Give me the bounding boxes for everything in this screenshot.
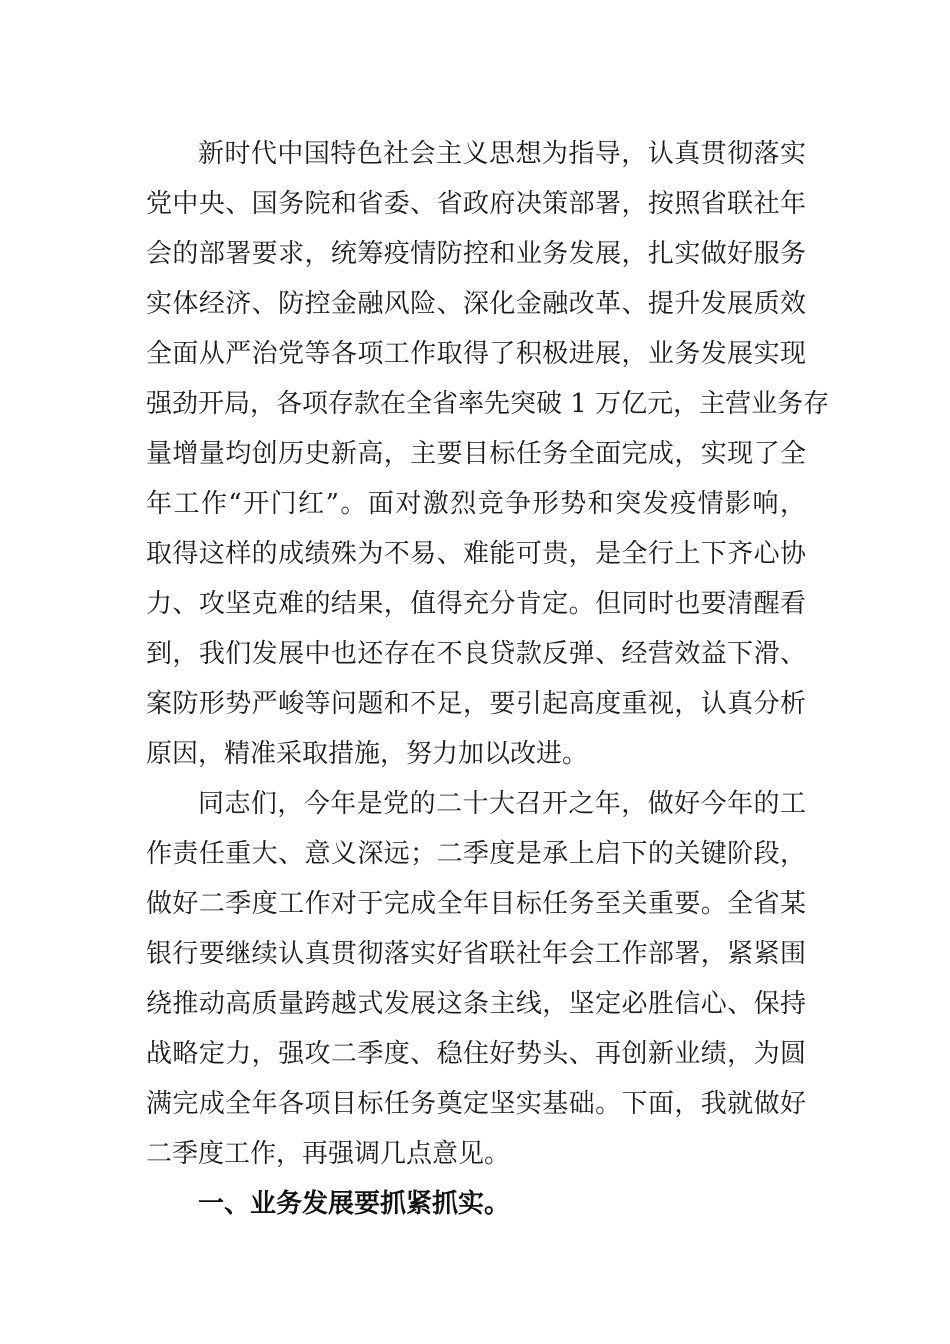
paragraph-1-line-5: 全面从严治党等各项工作取得了积极进展，业务发展实现	[146, 339, 806, 369]
paragraph-1-line-10: 力、攻坚克难的结果，值得充分肯定。但同时也要清醒看	[146, 589, 806, 619]
paragraph-2-line-6: 战略定力，强攻二季度、稳住好势头、再创新业绩，为圆	[146, 1039, 806, 1069]
paragraph-2-line-5: 绕推动高质量跨越式发展这条主线，坚定必胜信心、保持	[146, 989, 806, 1019]
paragraph-2-line-2: 作责任重大、意义深远；二季度是承上启下的关键阶段，	[146, 839, 806, 869]
paragraph-1-line-3: 会的部署要求，统筹疫情防控和业务发展，扎实做好服务	[146, 239, 806, 269]
paragraph-1-line-4: 实体经济、防控金融风险、深化金融改革、提升发展质效	[146, 289, 806, 319]
paragraph-1-line-11: 到，我们发展中也还存在不良贷款反弹、经营效益下滑、	[146, 639, 806, 669]
paragraph-2-line-1: 同志们，今年是党的二十大召开之年，做好今年的工	[198, 789, 806, 819]
paragraph-1-line-9: 取得这样的成绩殊为不易、难能可贵，是全行上下齐心协	[146, 539, 806, 569]
paragraph-1-line-8: 年工作“开门红”。面对激烈竞争形势和突发疫情影响，	[146, 489, 806, 519]
paragraph-1-line-12: 案防形势严峻等问题和不足，要引起高度重视，认真分析	[146, 689, 806, 719]
paragraph-2-line-8: 二季度工作，再强调几点意见。	[146, 1139, 511, 1169]
paragraph-1-line-7: 量增量均创历史新高，主要目标任务全面完成，实现了全	[146, 439, 806, 469]
paragraph-2-line-7: 满完成全年各项目标任务奠定坚实基础。下面，我就做好	[146, 1089, 806, 1119]
paragraph-1-line-13: 原因，精准采取措施，努力加以改进。	[146, 739, 589, 769]
paragraph-2-line-4: 银行要继续认真贯彻落实好省联社年会工作部署，紧紧围	[146, 939, 806, 969]
paragraph-2-line-3: 做好二季度工作对于完成全年目标任务至关重要。全省某	[146, 889, 806, 919]
section-heading: 一、业务发展要抓紧抓实。	[198, 1189, 511, 1219]
paragraph-1-line-2: 党中央、国务院和省委、省政府决策部署，按照省联社年	[146, 189, 806, 219]
paragraph-1-line-6: 强劲开局，各项存款在全省率先突破 1 万亿元，主营业务存	[146, 389, 830, 419]
paragraph-1-line-1: 新时代中国特色社会主义思想为指导，认真贯彻落实	[198, 139, 806, 169]
